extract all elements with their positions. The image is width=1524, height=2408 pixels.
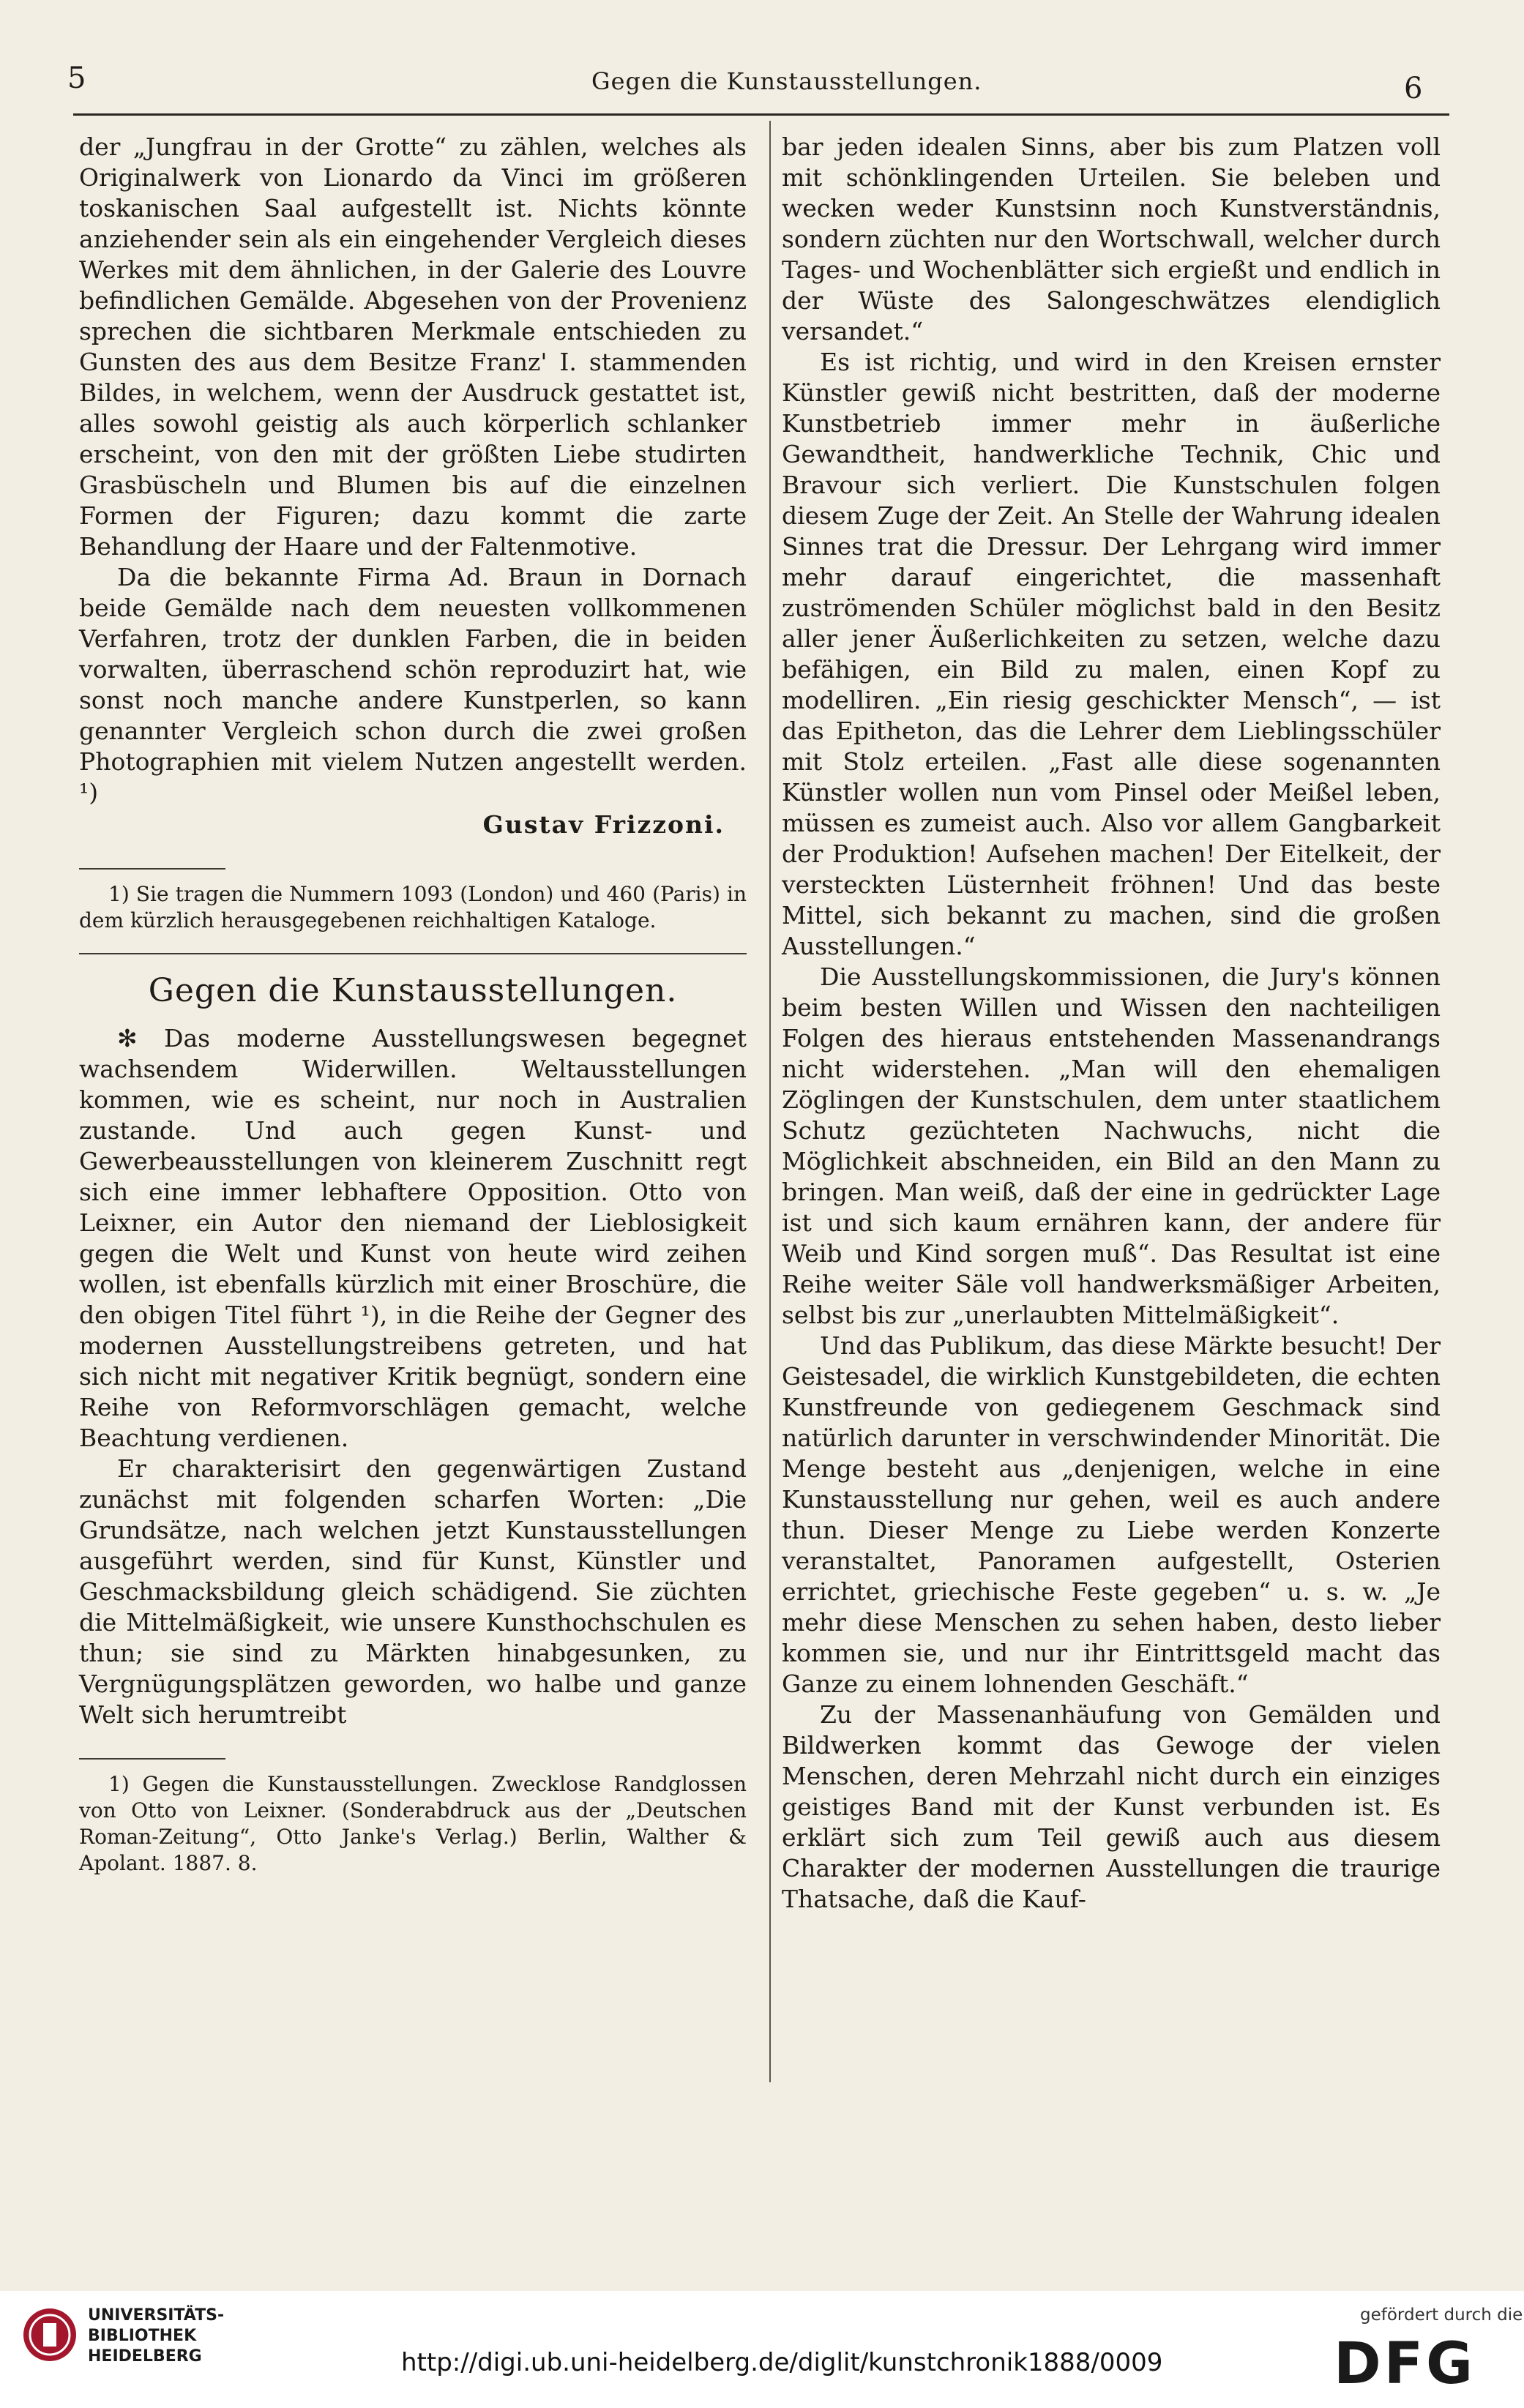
- paragraph: der „Jungfrau in der Grotte“ zu zählen, welches als Originalwerk von Lionardo da Vinci im größeren toskanischen Saal aufgestellt ist. Nichts könnte anziehender sein als ein eingehender Vergleich dieses Werkes mit dem ähnlichen, in der Galerie des Louvre befindlichen Gemälde. Abgesehen von der Provenienz sprechen die sichtbaren Merkmale entschieden zu Gunsten des aus dem Besitze Franz' I. stammenden Bildes, in welchem, wenn der Ausdruck gestattet ist, alles sowohl geistig als auch körperlich schlanker erscheint, von den mit der größten Liebe studirten Grasbüscheln und Blumen bis auf die einzelnen Formen der Figuren; dazu kommt die zarte Behandlung der Haare und der Faltenmotive.: [79, 132, 747, 561]
- sponsor-text: gefördert durch die: [1360, 2306, 1523, 2325]
- university-seal-icon: [20, 2306, 79, 2364]
- paragraph: bar jeden idealen Sinns, aber bis zum Platzen voll mit schönklingenden Urteilen. Sie beleben und wecken weder Kunstsinn noch Kunstverständnis, sondern züchten nur den Wortschwall, welcher durch Tages- und Wochenblätter sich ergießt und endlich in der Wüste des Salongeschwätzes elendiglich versandet.“: [782, 132, 1441, 345]
- author-signature: Gustav Frizzoni.: [482, 810, 725, 839]
- paragraph: ✻ Das moderne Ausstellungswesen begegnet wachsendem Widerwillen. Weltausstellungen kommen, wie es scheint, nur noch in Australien zustande. Und auch gegen Kunst- und Gewerbeausstellungen von kleinerem Zuschnitt regt sich eine immer lebhaftere Opposition. Otto von Leixner, ein Autor den niemand der Lieblosigkeit gegen die Welt und Kunst von heute wird zeihen wollen, ist ebenfalls kürzlich mit einer Broschüre, die den obigen Titel führt ¹), in die Reihe der Gegner des modernen Ausstellungstreibens getreten, und hat sich nicht mit negativer Kritik begnügt, sondern eine Reihe von Reformvorschlägen gemacht, welche Beachtung verdienen.: [79, 1024, 747, 1452]
- left-column: [79, 132, 747, 1877]
- footnote: 1) Gegen die Kunstausstellungen. Zwecklose Randglossen von Otto von Leixner. (Sonderabdruck aus der „Deutschen Roman-Zeitung“, Otto Janke's Verlag.) Berlin, Walther & Apolant. 1887. 8.: [79, 1772, 747, 1875]
- dfg-logo: DFG: [1334, 2331, 1476, 2397]
- column-divider: [769, 121, 771, 2082]
- right-column: [782, 132, 1441, 1915]
- article-title: Gegen die Kunstausstellungen.: [148, 972, 678, 1009]
- paragraph: Die Ausstellungskommissionen, die Jury's können beim besten Willen und Wissen den nachteiligen Folgen des hieraus entstehenden Massenandrangs nicht widerstehen. „Man will den ehemaligen Zöglingen der Kunstschulen, dem unter staatlichem Schutz gezüchteten Nachwuchs, nicht die Möglichkeit abschneiden, ein Bild an den Mann zu bringen. Man weiß, daß der eine in gedrückter Lage ist und sich kaum ernähren kann, der andere für Weib und Kind sorgen muß“. Das Resultat ist eine Reihe weiter Säle voll handwerksmäßiger Arbeiten, selbst bis zur „unerlaubten Mittelmäßigkeit“.: [782, 962, 1441, 1329]
- header-rule: [73, 113, 1449, 116]
- library-name: UNIVERSITÄTS- BIBLIOTHEK HEIDELBERG: [88, 2306, 225, 2366]
- paragraph: Es ist richtig, und wird in den Kreisen ernster Künstler gewiß nicht bestritten, daß der moderne Kunstbetrieb immer mehr in äußerliche Gewandtheit, handwerkliche Technik, Chic und Bravour sich verliert. Die Kunstschulen folgen diesem Zuge der Zeit. An Stelle der Wahrung idealen Sinnes trat die Dressur. Der Lehrgang wird immer mehr darauf eingerichtet, die massenhaft zuströmenden Schüler möglichst bald in den Besitz aller jener Äußerlichkeiten zu setzen, welche dazu befähigen, ein Bild zu malen, einen Kopf zu modelliren. „Ein riesig geschickter Mensch“, — ist das Epitheton, das die Lehrer dem Lieblingsschüler mit Stolz erteilen. „Fast alle diese sogenannten Künstler wollen nun vom Pinsel oder Meißel leben, müssen es zumeist auch. Also vor allem Gangbarkeit der Produktion! Aufsehen machen! Der Eitelkeit, der versteckten Lüsternheit fröhnen! Und das beste Mittel, sich bekannt zu machen, sind die großen Ausstellungen.“: [782, 348, 1441, 960]
- section-rule: [79, 953, 747, 954]
- paragraph: Zu der Massenanhäufung von Gemälden und Bildwerken kommt das Gewoge der vielen Menschen, deren Mehrzahl nicht durch ein einziges geistiges Band mit der Kunst verbunden ist. Es erklärt sich zum Teil gewiß auch aus diesem Charakter der modernen Ausstellungen die traurige Thatsache, daß die Kauf-: [782, 1700, 1441, 1913]
- page-number-left: 5: [67, 61, 86, 95]
- footnote: 1) Sie tragen die Nummern 1093 (London) und 460 (Paris) in dem kürzlich herausgegebenen reichhaltigen Kataloge.: [79, 882, 747, 932]
- page-number-right: 6: [1404, 72, 1423, 105]
- permalink-url[interactable]: http://digi.ub.uni-heidelberg.de/diglit/kunstchronik1888/0009: [401, 2348, 1163, 2377]
- paragraph: Und das Publikum, das diese Märkte besucht! Der Geistesadel, die wirklich Kunstgebildeten, die echten Kunstfreunde von gediegenem Geschmack sind natürlich darunter in verschwindender Minorität. Die Menge besteht aus „denjenigen, welche in eine Kunstausstellung nur gehen, weil es auch andere thun. Dieser Menge zu Liebe werden Konzerte veranstaltet, Panoramen aufgestellt, Osterien errichtet, griechische Feste gegeben“ u. s. w. „Je mehr diese Menschen zu sehen haben, desto lieber kommen sie, und nur ihr Eintrittsgeld macht das Ganze zu einem lohnenden Geschäft.“: [782, 1331, 1441, 1698]
- running-header: Gegen die Kunstausstellungen.: [591, 67, 982, 95]
- paragraph: Da die bekannte Firma Ad. Braun in Dornach beide Gemälde nach dem neuesten vollkommenen Verfahren, trotz der dunklen Farben, die in beiden vorwalten, überraschend schön reproduzirt hat, wie sonst noch manche andere Kunstperlen, so kann genannter Vergleich schon durch die zwei großen Photographien mit vielem Nutzen angestellt werden. ¹): [79, 563, 747, 807]
- footnote-rule: [79, 868, 225, 870]
- footnote-rule: [79, 1758, 225, 1760]
- paragraph: Er charakterisirt den gegenwärtigen Zustand zunächst mit folgenden scharfen Worten: „Die Grundsätze, nach welchen jetzt Kunstausstellungen ausgeführt werden, sind für Kunst, Künstler und Geschmacksbildung gleich schädigend. Sie züchten die Mittelmäßigkeit, wie unsere Kunsthochschulen es thun; sie sind zu Märkten hinabgesunken, zu Vergnügungsplätzen geworden, wo halbe und ganze Welt sich herumtreibt: [79, 1454, 747, 1729]
